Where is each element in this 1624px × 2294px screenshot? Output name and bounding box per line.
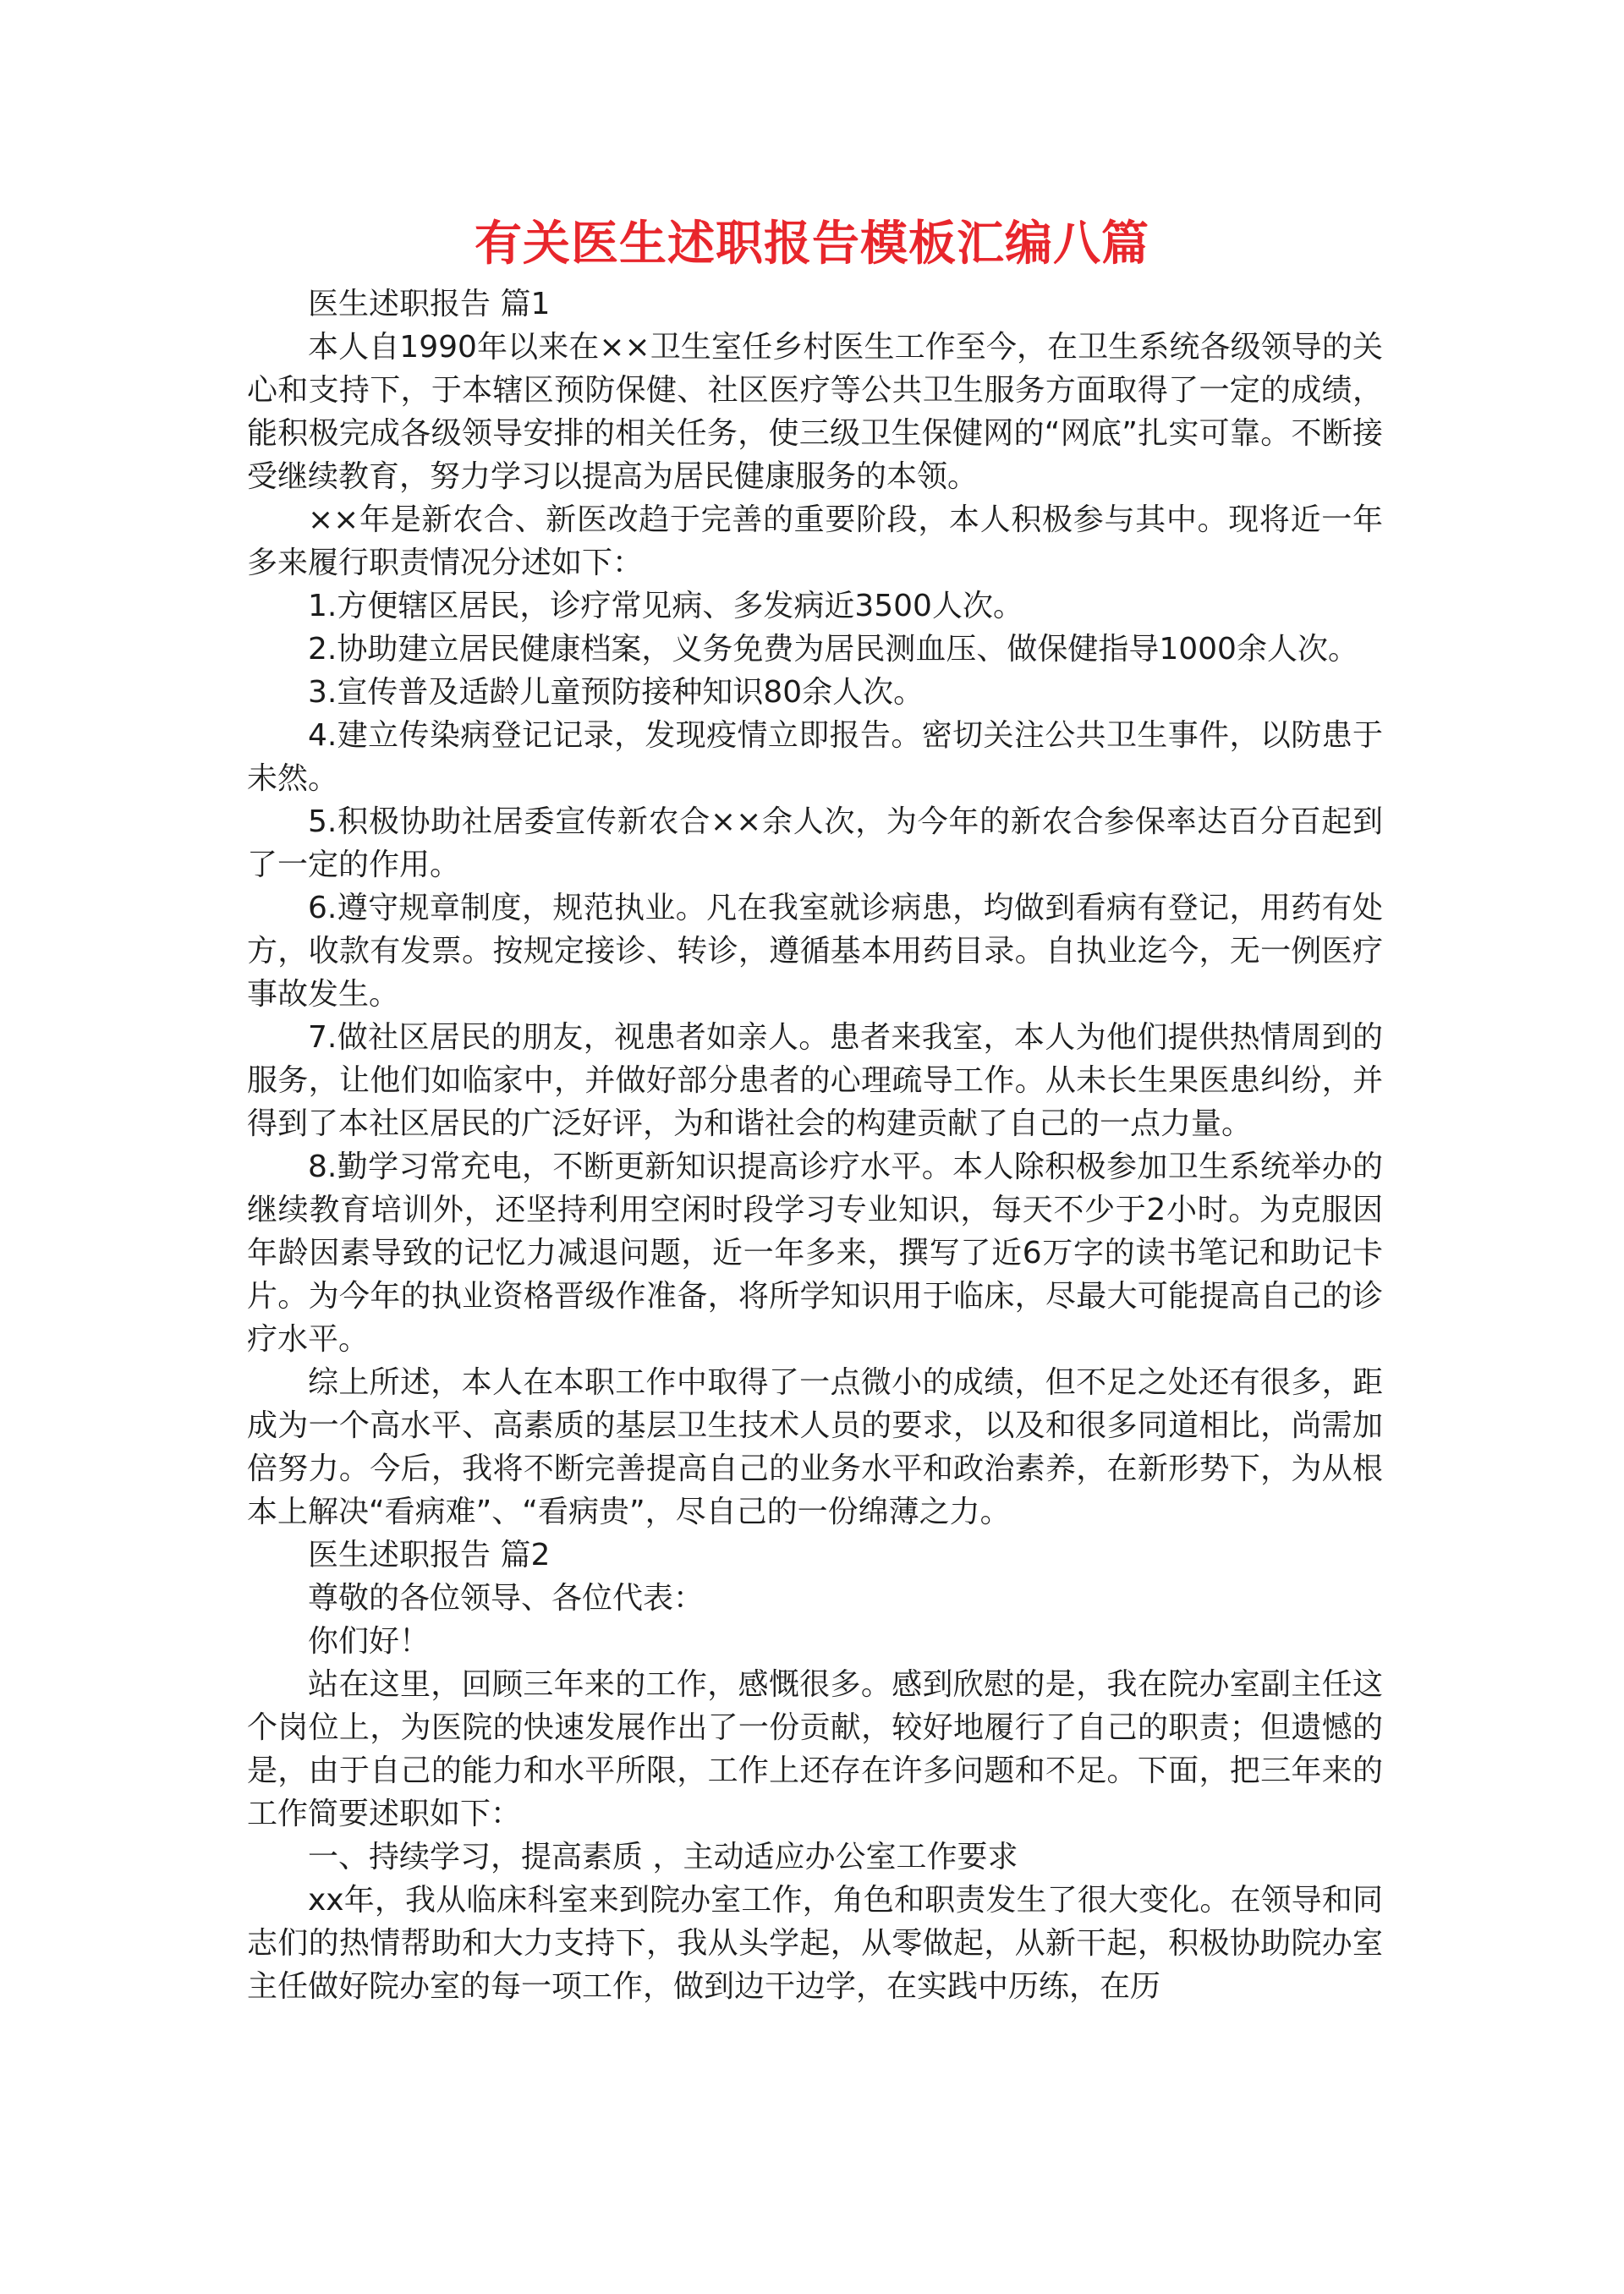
salutation: 尊敬的各位领导、各位代表： [308, 1581, 705, 1616]
list-item: 7.做社区居民的朋友，视患者如亲人。患者来我室，本人为他们提供热情周到的服务，让他们如临家中，并做好部分患者的心理疏导工作。从未长生果医患纠纷，并得到了本社区居民的广泛好评，为和谐社会的构建贡献了自己的一点力量。 [247, 1020, 1383, 1141]
list-item: 4.建立传染病登记记录，发现疫情立即报告。密切关注公共卫生事件，以防患于未然。 [247, 718, 1383, 796]
paragraph: xx年，我从临床科室来到院办室工作，角色和职责发生了很大变化。在领导和同志们的热情帮助和大力支持下，我从头学起，从零做起，从新干起，积极协助院办室主任做好院办室的每一项工作，做到边干边学，在实践中历练，在历 [247, 1883, 1383, 2004]
paragraph: ××年是新农合、新医改趋于完善的重要阶段，本人积极参与其中。现将近一年多来履行职责情况分述如下： [247, 502, 1383, 580]
list-item: 1.方便辖区居民，诊疗常见病、多发病近3500人次。 [308, 589, 1023, 623]
paragraph: 综上所述，本人在本职工作中取得了一点微小的成绩，但不足之处还有很多，距成为一个高水平、高素质的基层卫生技术人员的要求，以及和很多同道相比，尚需加倍努力。今后，我将不断完善提高自己的业务水平和政治素养，在新形势下，为从根本上解决“看病难”、“看病贵”，尽自己的一份绵薄之力。 [247, 1365, 1383, 1529]
list-item: 2.协助建立居民健康档案，义务免费为居民测血压、做保健指导1000余人次。 [308, 632, 1358, 667]
paragraph: 本人自1990年以来在××卫生室任乡村医生工作至今，在卫生系统各级领导的关心和支持下，于本辖区预防保健、社区医疗等公共卫生服务方面取得了一定的成绩，能积极完成各级领导安排的相关任务，使三级卫生保健网的“网底”扎实可靠。不断接受继续教育，努力学习以提高为居民健康服务的本领。 [247, 330, 1383, 494]
greeting: 你们好！ [308, 1624, 431, 1659]
list-item: 8.勤学习常充电，不断更新知识提高诊疗水平。本人除积极参加卫生系统举办的继续教育培训外，还坚持利用空闲时段学习专业知识，每天不少于2小时。为克服因年龄因素导致的记忆力减退问题，近一年多来，撰写了近6万字的读书笔记和助记卡片。为今年的执业资格晋级作准备，将所学知识用于临床，尽最大可能提高自己的诊疗水平。 [247, 1150, 1383, 1357]
document-body [247, 283, 1383, 2008]
paragraph: 站在这里，回顾三年来的工作，感慨很多。感到欣慰的是，我在院办室副主任这个岗位上，为医院的快速发展作出了一份贡献，较好地履行了自己的职责；但遗憾的是，由于自己的能力和水平所限，工作上还存在许多问题和不足。下面，把三年来的工作简要述职如下： [247, 1667, 1383, 1831]
list-item: 6.遵守规章制度，规范执业。凡在我室就诊病患，均做到看病有登记，用药有处方，收款有发票。按规定接诊、转诊，遵循基本用药目录。自执业迄今，无一例医疗事故发生。 [247, 891, 1383, 1012]
document-title: 有关医生述职报告模板汇编八篇 [475, 216, 1149, 272]
section-heading-1: 医生述职报告 篇1 [308, 287, 551, 321]
section-heading-2: 医生述职报告 篇2 [308, 1538, 551, 1572]
subheading: 一、持续学习，提高素质 ，主动适应办公室工作要求 [308, 1840, 1018, 1874]
list-item: 3.宣传普及适龄儿童预防接种知识80余人次。 [308, 675, 924, 710]
list-item: 5.积极协助社居委宣传新农合××余人次，为今年的新农合参保率达百分百起到了一定的作用。 [247, 804, 1383, 882]
